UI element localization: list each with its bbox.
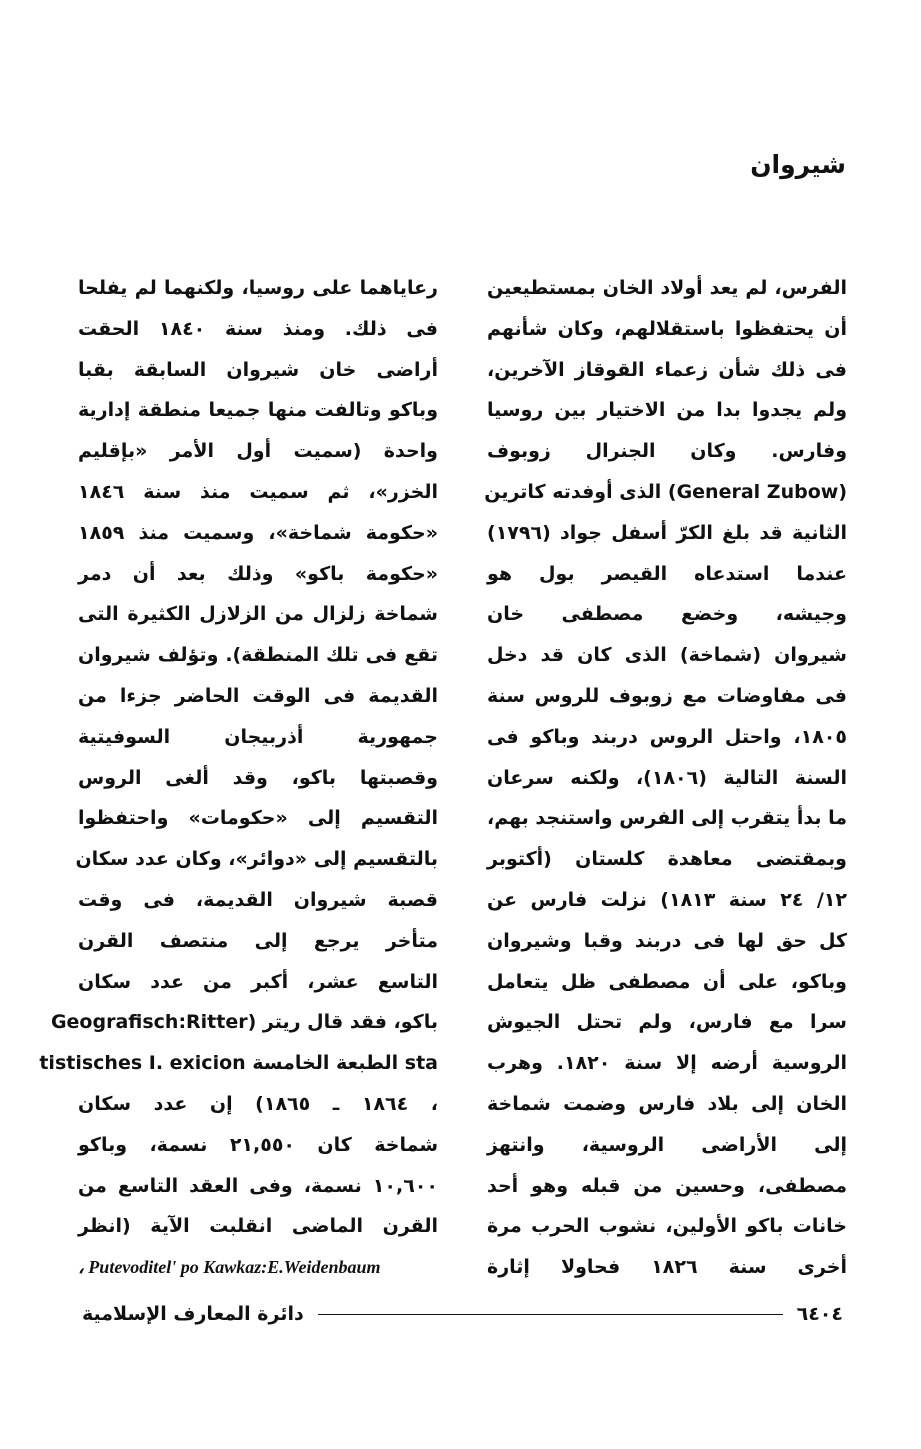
text-line: الخان إلى بلاد فارس وضمت شماخة xyxy=(487,1092,847,1115)
text-line: فى ذلك شأن زعماء القوقاز الآخرين، xyxy=(487,358,847,381)
page-footer xyxy=(82,1294,843,1334)
page-number: ٦٤٠٤ xyxy=(796,1303,843,1325)
text-line: خانات باكو الأولين، نشوب الحرب مرة xyxy=(487,1215,847,1238)
text-line: عندما استدعاه القيصر بول هو xyxy=(487,562,847,585)
text-line: «حكومة باكو» وذلك بعد أن دمر xyxy=(78,562,438,585)
text-line: sta الطبعة الخامسة tistisches I. exicion xyxy=(39,1052,438,1075)
text-line: (General Zubow) الذى أوفدته كاترين xyxy=(484,480,847,503)
text-line: الروسية أرضه إلا سنة ١٨٢٠. وهرب xyxy=(487,1052,848,1075)
text-line: «حكومة شماخة»، وسميت منذ ١٨٥٩ xyxy=(78,521,438,544)
text-line: السنة التالية (١٨٠٦)، ولكنه سرعان xyxy=(487,766,847,789)
reference-line: ، Putevoditel' po Kawkaz:E.Weidenbaum xyxy=(78,1257,381,1278)
text-line: وباكو وتالفت منها جميعا منطقة إدارية xyxy=(78,399,438,422)
text-line: فى ذلك. ومنذ سنة ١٨٤٠ الحقت xyxy=(78,317,439,340)
text-line: شماخة زلزال من الزلازل الكثيرة التى xyxy=(78,603,438,626)
text-line: شماخة كان ٢١,٥٥٠ نسمة، وباكو xyxy=(78,1133,439,1156)
text-line: وقصبتها باكو، وقد ألغى الروس xyxy=(78,766,438,789)
text-line: الخزر»، ثم سميت منذ سنة ١٨٤٦ xyxy=(78,480,438,503)
text-line: ما بدأ يتقرب إلى الفرس واستنجد بهم، xyxy=(487,807,847,830)
text-line: باكو، فقد قال ريتر (Geografisch:Ritter xyxy=(50,1011,438,1034)
text-line: ، ١٨٦٤ ـ ١٨٦٥) إن عدد سكان xyxy=(78,1092,438,1115)
text-line: أراضى خان شيروان السابقة بقبا xyxy=(78,358,438,381)
text-line: جمهورية أذربيجان السوفيتية xyxy=(78,725,438,748)
text-line: رعاياهما على روسيا، ولكنهما لم يفلحا xyxy=(78,277,438,299)
text-line: كل حق لها فى دربند وقبا وشيروان xyxy=(487,929,847,952)
left-text-column xyxy=(39,268,439,1288)
text-line: أخرى سنة ١٨٢٦ فحاولا إثارة xyxy=(487,1256,847,1279)
text-line: التاسع عشر، أكبر من عدد سكان xyxy=(78,970,438,993)
page-title: شيروان xyxy=(750,150,846,179)
text-line: إلى الأراضى الروسية، وانتهز xyxy=(487,1133,847,1156)
text-line: قصبة شيروان القديمة، فى وقت xyxy=(78,888,438,911)
text-line: وباكو، على أن مصطفى ظل يتعامل xyxy=(487,970,847,993)
text-line: ولم يجدوا بدا من الاختيار بين روسيا xyxy=(487,399,847,422)
footer-source: دائرة المعارف الإسلامية xyxy=(82,1303,304,1325)
text-line: شيروان (شماخة) الذى كان قد دخل xyxy=(487,644,847,667)
right-text-column xyxy=(484,268,848,1288)
text-line: متأخر يرجع إلى منتصف القرن xyxy=(78,929,438,952)
text-line: تقع فى تلك المنطقة). وتؤلف شيروان xyxy=(78,644,438,667)
footer-rule xyxy=(318,1314,783,1315)
text-line: التقسيم إلى «حكومات» واحتفظوا xyxy=(78,807,438,830)
text-line: الثانية قد بلغ الكرّ أسفل جواد (١٧٩٦) xyxy=(487,521,847,544)
text-line: القرن الماضى انقلبت الآية (انظر xyxy=(78,1215,438,1238)
text-line: وبمقتضى معاهدة كلستان (أكتوبر xyxy=(487,848,847,871)
text-line: مصطفى، وحسين من قبله وهو أحد xyxy=(487,1174,847,1197)
text-line: سرا مع فارس، ولم تحتل الجيوش xyxy=(487,1011,847,1034)
text-line: ١٨٠٥، واحتل الروس دربند وباكو فى xyxy=(487,725,847,748)
text-line: بالتقسيم إلى «دوائر»، وكان عدد سكان xyxy=(75,848,438,871)
text-line: أن يحتفظوا باستقلالهم، وكان شأنهم xyxy=(487,317,847,340)
text-line: ١٢/ ٢٤ سنة ١٨١٣) نزلت فارس عن xyxy=(487,888,847,911)
text-line: الفرس، لم يعد أولاد الخان بمستطيعين xyxy=(487,277,847,299)
text-line: وفارس. وكان الجنرال زوبوف xyxy=(487,440,847,463)
text-line: فى مفاوضات مع زوبوف للروس سنة xyxy=(487,684,847,707)
text-line: القديمة فى الوقت الحاضر جزءا من xyxy=(78,684,438,707)
text-line: ١٠,٦٠٠ نسمة، وفى العقد التاسع من xyxy=(78,1174,438,1197)
text-line: واحدة (سميت أول الأمر «بإقليم xyxy=(78,440,438,463)
text-line: وجيشه، وخضع مصطفى خان xyxy=(487,603,847,626)
